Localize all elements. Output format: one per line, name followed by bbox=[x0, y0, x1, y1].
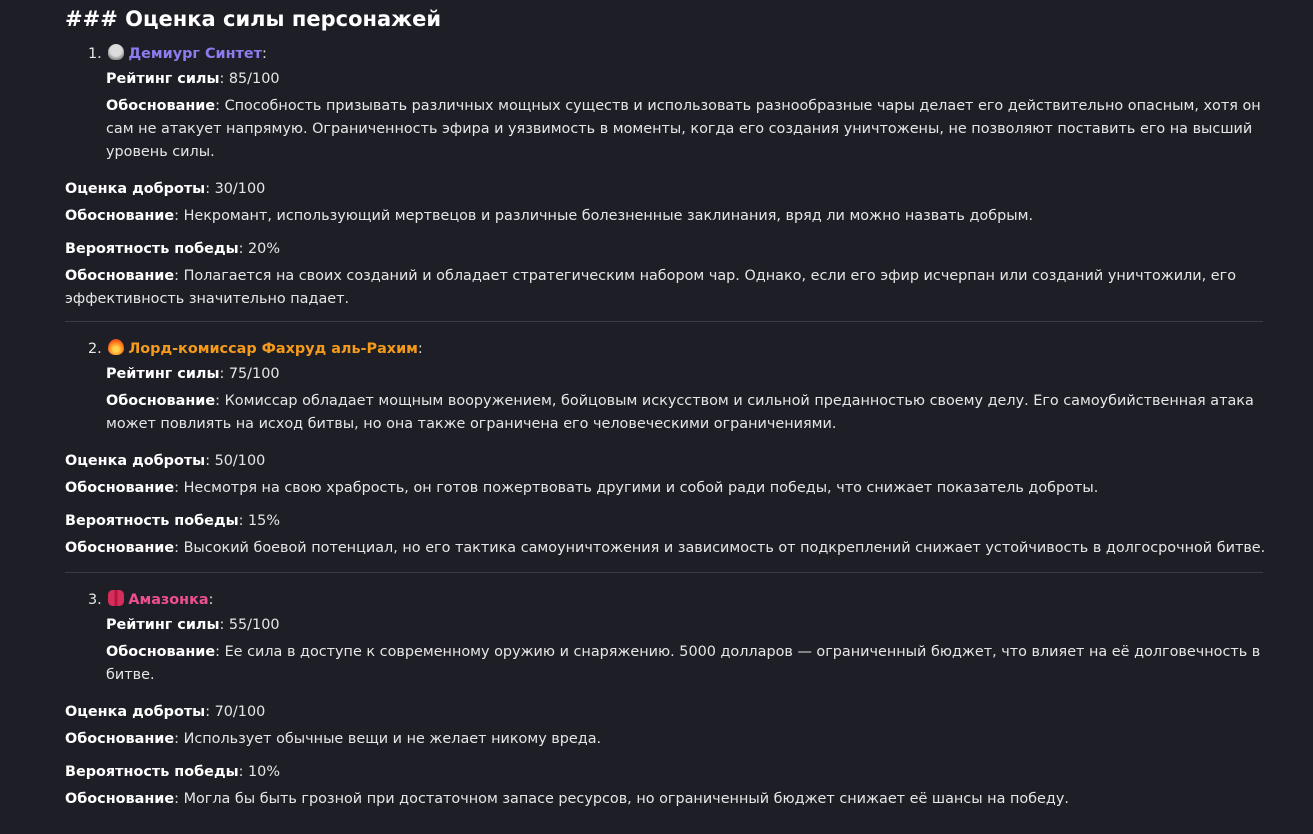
kindness-rating bbox=[65, 178, 1275, 201]
win-label: Вероятность победы bbox=[65, 241, 239, 257]
kindness-rating bbox=[65, 701, 1275, 724]
kindness-reason bbox=[65, 477, 1275, 500]
power-label: Рейтинг силы bbox=[106, 71, 220, 87]
section-heading: ### Оценка силы персонажей bbox=[65, 7, 442, 31]
colon: : bbox=[208, 592, 214, 608]
reason-label: Обоснование bbox=[65, 268, 175, 284]
kindness-label: Оценка доброты bbox=[65, 453, 206, 469]
win-value: : 10% bbox=[238, 764, 281, 780]
power-label: Рейтинг силы bbox=[106, 617, 220, 633]
win-label: Вероятность победы bbox=[65, 764, 239, 780]
reason-label: Обоснование bbox=[65, 480, 175, 496]
power-reason bbox=[106, 95, 1275, 164]
kindness-reason bbox=[65, 205, 1275, 228]
reason-text: : Могла бы быть грозной при достаточном запасе ресурсов, но ограниченный бюджет снижает её шансы на победу. bbox=[174, 791, 1069, 807]
reason-text: : Комиссар обладает мощным вооружением, бойцовым искусством и сильной преданностью своему делу. Его самоубийственная атака может повлиять на исход битвы, но она также ограничена его человеческими ограничениями. bbox=[106, 393, 1254, 432]
win-reason bbox=[65, 537, 1275, 560]
reason-label: Обоснование bbox=[65, 540, 175, 556]
win-reason bbox=[65, 788, 1275, 811]
kindness-rating bbox=[65, 450, 1275, 473]
character-section-1 bbox=[65, 41, 1275, 322]
win-probability bbox=[65, 238, 1275, 261]
reason-text: : Использует обычные вещи и не желает никому вреда. bbox=[174, 731, 602, 747]
win-probability bbox=[65, 510, 1275, 533]
reason-label: Обоснование bbox=[106, 644, 216, 660]
reason-text: : Полагается на своих созданий и обладает стратегическим набором чар. Однако, если его эфир исчерпан или созданий уничтожили, его эффективность значительно падает. bbox=[65, 268, 1237, 307]
kindness-label: Оценка доброты bbox=[65, 181, 206, 197]
bow-icon bbox=[108, 590, 124, 606]
win-value: : 15% bbox=[238, 513, 281, 529]
character-section-3 bbox=[65, 587, 1275, 811]
reason-label: Обоснование bbox=[106, 393, 216, 409]
win-reason bbox=[65, 265, 1275, 311]
character-section-2 bbox=[65, 336, 1275, 573]
power-value: : 55/100 bbox=[219, 617, 280, 633]
reason-text: : Некромант, использующий мертвецов и различные болезненные заклинания, вряд ли можно назвать добрым. bbox=[174, 208, 1034, 224]
character-header bbox=[65, 336, 1275, 363]
character-header bbox=[65, 41, 1275, 68]
kindness-reason bbox=[65, 728, 1275, 751]
divider bbox=[65, 321, 1263, 322]
kindness-value: : 70/100 bbox=[205, 704, 266, 720]
kindness-label: Оценка доброты bbox=[65, 704, 206, 720]
power-rating bbox=[106, 363, 1275, 386]
colon: : bbox=[261, 46, 267, 62]
reason-label: Обоснование bbox=[65, 208, 175, 224]
reason-text: : Высокий боевой потенциал, но его тактика самоуничтожения и зависимость от подкреплений снижает устойчивость в долгосрочной битве. bbox=[174, 540, 1266, 556]
win-label: Вероятность победы bbox=[65, 513, 239, 529]
reason-text: : Несмотря на свою храбрость, он готов пожертвовать другими и собой ради победы, что снижает показатель доброты. bbox=[174, 480, 1099, 496]
skull-icon bbox=[108, 44, 124, 60]
character-header bbox=[65, 587, 1275, 614]
win-probability bbox=[65, 761, 1275, 784]
power-reason bbox=[106, 390, 1275, 436]
kindness-value: : 50/100 bbox=[205, 453, 266, 469]
reason-label: Обоснование bbox=[65, 731, 175, 747]
power-value: : 75/100 bbox=[219, 366, 280, 382]
divider bbox=[65, 572, 1263, 573]
power-reason bbox=[106, 641, 1275, 687]
character-name: Демиург Синтет bbox=[128, 46, 262, 62]
list-number: 3. bbox=[88, 592, 102, 608]
reason-text: : Ее сила в доступе к современному оружию и снаряжению. 5000 долларов — ограниченный бюджет, что влияет на её долговечность в битве. bbox=[106, 644, 1261, 683]
character-name: Лорд-комиссар Фахруд аль-Рахим bbox=[128, 341, 418, 357]
power-rating bbox=[106, 614, 1275, 637]
message-content bbox=[65, 0, 1275, 811]
power-rating bbox=[106, 68, 1275, 91]
power-label: Рейтинг силы bbox=[106, 366, 220, 382]
list-number: 2. bbox=[88, 341, 102, 357]
power-value: : 85/100 bbox=[219, 71, 280, 87]
character-name: Амазонка bbox=[128, 592, 209, 608]
reason-label: Обоснование bbox=[65, 791, 175, 807]
colon: : bbox=[417, 341, 423, 357]
list-number: 1. bbox=[88, 46, 102, 62]
kindness-value: : 30/100 bbox=[205, 181, 266, 197]
reason-label: Обоснование bbox=[106, 98, 216, 114]
reason-text: : Способность призывать различных мощных существ и использовать разнообразные чары делает его действительно опасным, хотя он сам не атакует напрямую. Ограниченность эфира и уязвимость в моменты, когда его создания уничтожены, не позволяют поставить его на высший уровень силы. bbox=[106, 98, 1261, 160]
fire-icon bbox=[108, 339, 124, 355]
win-value: : 20% bbox=[238, 241, 281, 257]
